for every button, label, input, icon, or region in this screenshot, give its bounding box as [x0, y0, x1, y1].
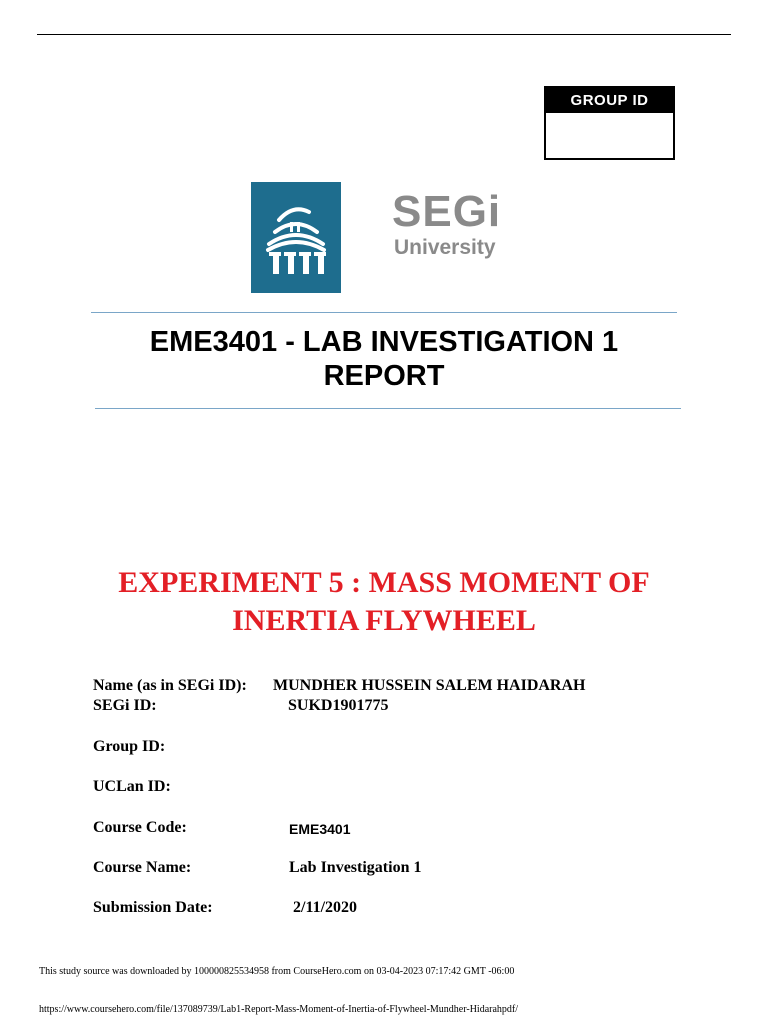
course-code-value: EME3401 — [289, 821, 351, 837]
experiment-title — [0, 564, 768, 640]
report-title-line-2: REPORT — [323, 360, 445, 392]
top-divider — [37, 34, 731, 35]
name-value: MUNDHER HUSSEIN SALEM HAIDARAH — [273, 677, 586, 694]
segi-building-emblem-icon — [251, 182, 341, 293]
segi-id-value: SUKD1901775 — [288, 697, 389, 714]
experiment-title-line-1: EXPERIMENT 5 : MASS MOMENT OF — [118, 566, 650, 599]
submission-date-value: 2/11/2020 — [293, 899, 358, 916]
name-label: Name (as in SEGi ID): — [93, 677, 247, 694]
course-code-label: Course Code: — [93, 819, 187, 836]
group-id-box — [544, 86, 675, 160]
uclan-id-label: UCLan ID: — [93, 778, 171, 795]
submission-date-label: Submission Date: — [93, 899, 213, 916]
course-name-label: Course Name: — [93, 859, 192, 876]
download-notice: This study source was downloaded by 100000825534958 from CourseHero.com on 03-04-2023 07:17:42 GMT -06:00 — [39, 966, 515, 977]
title-rule-top — [91, 312, 677, 313]
report-title-line-1: EME3401 - LAB INVESTIGATION 1 — [149, 326, 619, 358]
course-name-value: Lab Investigation 1 — [289, 859, 422, 876]
experiment-title-line-2: INERTIA FLYWHEEL — [232, 604, 536, 637]
group-id-box-header: GROUP ID — [546, 88, 673, 113]
logo-wordmark: SEGi — [392, 187, 502, 236]
source-url-link[interactable]: https://www.coursehero.com/file/137089739/Lab1-Report-Mass-Moment-of-Inertia-of-Flywheel-Mundher-Hidarahpdf/ — [39, 1004, 519, 1015]
logo-subtitle: University — [394, 236, 496, 259]
group-id-label: Group ID: — [93, 738, 166, 755]
title-rule-bottom — [95, 408, 681, 409]
report-title — [0, 325, 768, 393]
segi-id-label: SEGi ID: — [93, 697, 157, 714]
